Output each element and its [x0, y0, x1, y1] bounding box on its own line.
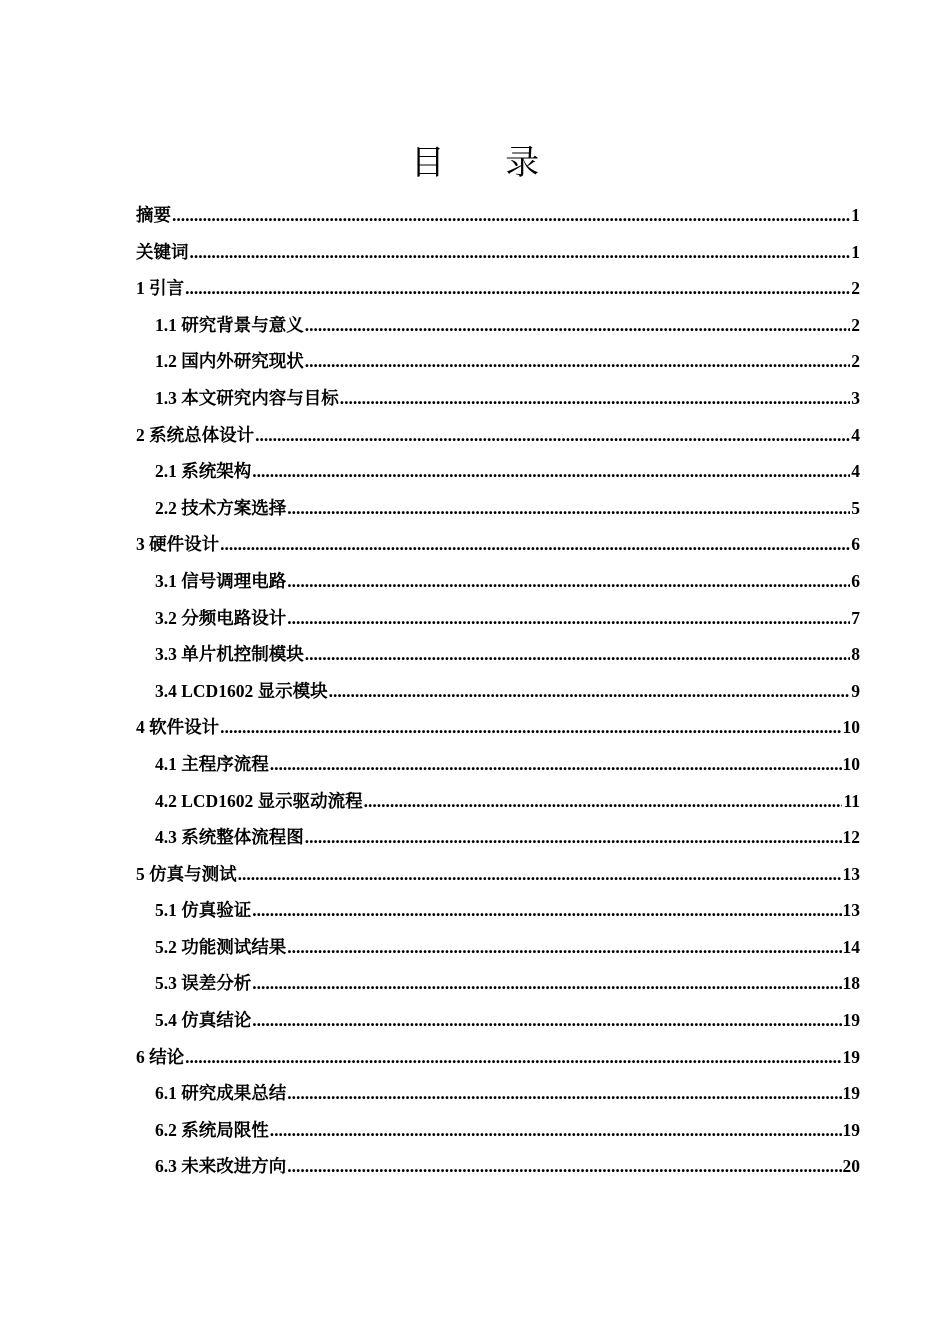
toc-entry-label: 3.1 信号调理电路	[155, 570, 287, 591]
toc-entry[interactable]	[136, 422, 860, 459]
toc-entry[interactable]	[136, 239, 860, 276]
toc-entry[interactable]	[136, 861, 860, 898]
toc-entry[interactable]	[136, 1044, 860, 1081]
toc-entry-label: 1.3 本文研究内容与目标	[155, 387, 339, 408]
toc-leader-dots	[329, 681, 851, 702]
toc-entry[interactable]	[136, 678, 860, 715]
toc-entry-page-number: 9	[851, 680, 860, 701]
table-of-contents	[136, 202, 860, 1190]
toc-leader-dots	[172, 205, 850, 226]
toc-entry-page-number: 13	[842, 863, 860, 884]
toc-entry[interactable]	[136, 788, 860, 825]
toc-entry-label: 6.3 未来改进方向	[155, 1156, 287, 1177]
toc-leader-dots	[220, 534, 850, 555]
toc-entry-page-number: 10	[842, 753, 860, 774]
toc-entry[interactable]	[136, 385, 860, 422]
toc-entry-page-number: 1	[851, 205, 860, 225]
toc-leader-dots	[252, 900, 841, 921]
toc-entry-label: 4.3 系统整体流程图	[155, 827, 304, 848]
toc-entry-page-number: 3	[851, 387, 860, 408]
toc-entry-label: 6.1 研究成果总结	[155, 1083, 287, 1104]
toc-entry[interactable]	[136, 605, 860, 642]
toc-leader-dots	[185, 1047, 841, 1068]
toc-leader-dots	[305, 351, 851, 372]
toc-entry[interactable]	[136, 275, 860, 312]
toc-leader-dots	[287, 1156, 841, 1177]
toc-leader-dots	[287, 608, 850, 629]
toc-leader-dots	[305, 315, 851, 336]
toc-entry-label: 4 软件设计	[136, 717, 220, 738]
toc-entry[interactable]	[136, 1007, 860, 1044]
toc-leader-dots	[287, 937, 841, 958]
toc-leader-dots	[287, 571, 850, 592]
toc-entry[interactable]	[136, 568, 860, 605]
toc-entry-label: 1 引言	[136, 278, 185, 299]
toc-entry-label: 3 硬件设计	[136, 534, 220, 555]
toc-entry-page-number: 4	[851, 461, 860, 482]
toc-entry-page-number: 1	[851, 241, 860, 262]
toc-entry[interactable]	[136, 458, 860, 495]
toc-entry-label: 5.2 功能测试结果	[155, 936, 287, 957]
toc-leader-dots	[287, 1083, 841, 1104]
toc-entry-page-number: 19	[842, 1083, 860, 1104]
toc-entry-label: 5.3 误差分析	[155, 973, 252, 994]
toc-entry-page-number: 20	[842, 1156, 860, 1177]
toc-entry[interactable]	[136, 751, 860, 788]
toc-entry-page-number: 13	[842, 900, 860, 921]
toc-leader-dots	[185, 278, 850, 299]
toc-leader-dots	[238, 864, 842, 885]
toc-entry-page-number: 19	[842, 1119, 860, 1140]
toc-leader-dots	[270, 754, 842, 775]
toc-entry[interactable]	[136, 531, 860, 568]
toc-entry-page-number: 7	[851, 607, 860, 628]
toc-entry-page-number: 2	[851, 278, 860, 299]
toc-entry-label: 1.2 国内外研究现状	[155, 351, 304, 372]
toc-entry[interactable]	[136, 934, 860, 971]
toc-entry-label: 3.4 LCD1602 显示模块	[155, 680, 328, 701]
toc-entry-label: 6.2 系统局限性	[155, 1119, 269, 1140]
toc-entry-page-number: 6	[851, 570, 860, 591]
toc-leader-dots	[190, 242, 851, 263]
toc-entry-page-number: 19	[842, 1046, 860, 1067]
toc-entry[interactable]	[136, 824, 860, 861]
toc-leader-dots	[255, 425, 850, 446]
toc-entry-page-number: 14	[842, 936, 860, 957]
toc-entry-page-number: 18	[842, 973, 860, 994]
toc-entry-page-number: 5	[851, 497, 860, 518]
toc-entry-page-number: 2	[851, 351, 860, 372]
toc-entry-label: 6 结论	[136, 1046, 185, 1067]
toc-entry[interactable]	[136, 1080, 860, 1117]
toc-entry-page-number: 4	[851, 424, 860, 445]
toc-entry[interactable]	[136, 714, 860, 751]
toc-entry-label: 3.2 分频电路设计	[155, 607, 287, 628]
toc-leader-dots	[305, 644, 851, 665]
toc-entry[interactable]	[136, 1117, 860, 1154]
toc-entry-label: 5.4 仿真结论	[155, 1010, 252, 1031]
toc-entry[interactable]	[136, 641, 860, 678]
toc-entry-page-number: 12	[842, 827, 860, 848]
page-title: 目 录	[410, 145, 566, 182]
toc-entry[interactable]	[136, 897, 860, 934]
toc-entry-page-number: 8	[851, 644, 860, 665]
toc-entry[interactable]	[136, 348, 860, 385]
toc-entry-label: 3.3 单片机控制模块	[155, 644, 304, 665]
toc-leader-dots	[252, 461, 850, 482]
toc-entry-label: 2 系统总体设计	[136, 424, 255, 445]
toc-entry-label: 2.2 技术方案选择	[155, 497, 287, 518]
toc-leader-dots	[252, 973, 841, 994]
toc-entry[interactable]	[136, 495, 860, 532]
toc-leader-dots	[270, 1120, 842, 1141]
toc-entry-label: 4.1 主程序流程	[155, 753, 269, 774]
toc-entry[interactable]	[136, 202, 860, 239]
toc-entry-label: 5.1 仿真验证	[155, 900, 252, 921]
toc-entry[interactable]	[136, 970, 860, 1007]
toc-leader-dots	[287, 498, 850, 519]
toc-entry-page-number: 11	[843, 790, 860, 811]
toc-leader-dots	[305, 827, 842, 848]
toc-entry-page-number: 19	[842, 1010, 860, 1031]
toc-leader-dots	[252, 1010, 841, 1031]
toc-entry-page-number: 6	[851, 534, 860, 555]
toc-entry-label: 2.1 系统架构	[155, 461, 252, 482]
toc-entry[interactable]	[136, 312, 860, 349]
toc-entry[interactable]	[136, 1153, 860, 1190]
toc-leader-dots	[220, 717, 841, 738]
toc-entry-label: 1.1 研究背景与意义	[155, 314, 304, 335]
toc-leader-dots	[364, 791, 843, 812]
toc-entry-label: 4.2 LCD1602 显示驱动流程	[155, 790, 363, 811]
toc-entry-label: 关键词	[136, 241, 189, 262]
toc-entry-label: 摘要	[136, 205, 171, 225]
toc-entry-label: 5 仿真与测试	[136, 863, 237, 884]
toc-leader-dots	[340, 388, 851, 409]
toc-entry-page-number: 2	[851, 314, 860, 335]
toc-entry-page-number: 10	[842, 717, 860, 738]
